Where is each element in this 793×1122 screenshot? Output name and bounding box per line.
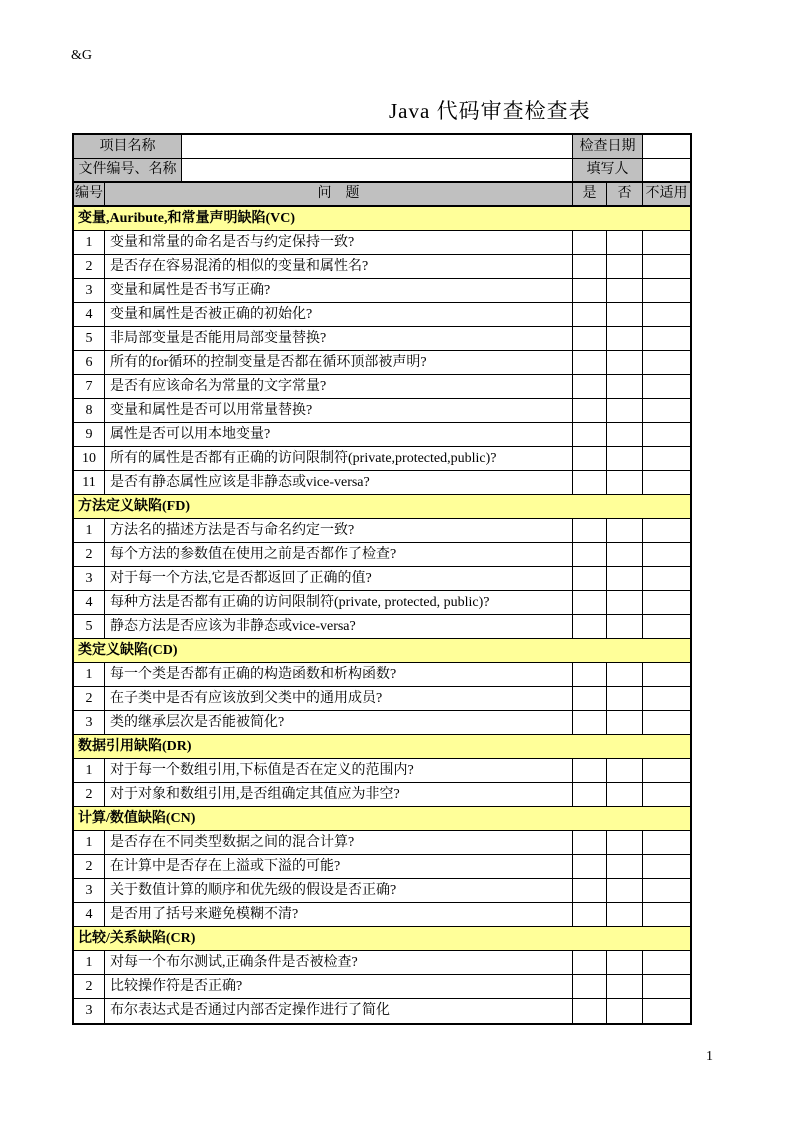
question-row <box>74 855 690 879</box>
answer-na-cell[interactable] <box>643 759 690 782</box>
meta-row-file <box>74 159 690 183</box>
page-number: 1 <box>706 1049 713 1064</box>
question-row <box>74 423 690 447</box>
answer-na-cell[interactable] <box>643 951 690 974</box>
answer-yes-cell[interactable] <box>573 447 607 470</box>
question-text: 对每一个布尔测试,正确条件是否被检查? <box>105 951 573 974</box>
question-row <box>74 471 690 495</box>
question-text: 关于数值计算的顺序和优先级的假设是否正确? <box>105 879 573 902</box>
answer-na-cell[interactable] <box>643 615 690 638</box>
answer-yes-cell[interactable] <box>573 543 607 566</box>
project-name-label: 项目名称 <box>74 135 182 158</box>
question-text: 类的继承层次是否能被简化? <box>105 711 573 734</box>
answer-no-cell[interactable] <box>607 711 643 734</box>
column-header-yes: 是 <box>573 183 607 205</box>
answer-yes-cell[interactable] <box>573 231 607 254</box>
answer-no-cell[interactable] <box>607 231 643 254</box>
answer-yes-cell[interactable] <box>573 351 607 374</box>
answer-na-cell[interactable] <box>643 831 690 854</box>
column-header-question: 问 题 <box>105 183 573 205</box>
filler-value[interactable] <box>643 159 690 181</box>
question-row <box>74 759 690 783</box>
answer-na-cell[interactable] <box>643 303 690 326</box>
question-number: 4 <box>74 903 105 926</box>
answer-yes-cell[interactable] <box>573 615 607 638</box>
answer-no-cell[interactable] <box>607 879 643 902</box>
answer-na-cell[interactable] <box>643 855 690 878</box>
question-text: 是否用了括号来避免模糊不清? <box>105 903 573 926</box>
answer-yes-cell[interactable] <box>573 303 607 326</box>
question-row <box>74 663 690 687</box>
answer-yes-cell[interactable] <box>573 471 607 494</box>
answer-yes-cell[interactable] <box>573 399 607 422</box>
answer-no-cell[interactable] <box>607 855 643 878</box>
question-text: 非局部变量是否能用局部变量替换? <box>105 327 573 350</box>
question-row <box>74 255 690 279</box>
question-row <box>74 879 690 903</box>
question-text: 是否有静态属性应该是非静态或vice-versa? <box>105 471 573 494</box>
question-text: 布尔表达式是否通过内部否定操作进行了简化 <box>105 999 573 1023</box>
section-header-row <box>74 207 690 231</box>
question-number: 3 <box>74 879 105 902</box>
section-title: 方法定义缺陷(FD) <box>74 495 690 518</box>
answer-na-cell[interactable] <box>643 999 690 1023</box>
question-number: 5 <box>74 615 105 638</box>
answer-yes-cell[interactable] <box>573 567 607 590</box>
question-row <box>74 567 690 591</box>
answer-yes-cell[interactable] <box>573 687 607 710</box>
answer-yes-cell[interactable] <box>573 999 607 1023</box>
answer-no-cell[interactable] <box>607 279 643 302</box>
question-row <box>74 615 690 639</box>
column-header-no: 否 <box>607 183 643 205</box>
question-row <box>74 231 690 255</box>
question-text: 每种方法是否都有正确的访问限制符(private, protected, public)? <box>105 591 573 614</box>
answer-na-cell[interactable] <box>643 399 690 422</box>
question-row <box>74 399 690 423</box>
file-number-label: 文件编号、名称 <box>74 159 182 181</box>
filler-label: 填写人 <box>573 159 643 181</box>
answer-yes-cell[interactable] <box>573 903 607 926</box>
file-number-value[interactable] <box>182 159 573 181</box>
answer-no-cell[interactable] <box>607 399 643 422</box>
section-header-row <box>74 735 690 759</box>
question-row <box>74 351 690 375</box>
question-text: 静态方法是否应该为非静态或vice-versa? <box>105 615 573 638</box>
question-number: 2 <box>74 975 105 998</box>
section-header-row <box>74 927 690 951</box>
question-number: 8 <box>74 399 105 422</box>
question-text: 是否存在容易混淆的相似的变量和属性名? <box>105 255 573 278</box>
question-number: 4 <box>74 303 105 326</box>
answer-no-cell[interactable] <box>607 375 643 398</box>
answer-na-cell[interactable] <box>643 327 690 350</box>
answer-no-cell[interactable] <box>607 255 643 278</box>
question-number: 2 <box>74 543 105 566</box>
answer-yes-cell[interactable] <box>573 951 607 974</box>
question-row <box>74 519 690 543</box>
question-text: 变量和属性是否书写正确? <box>105 279 573 302</box>
question-row <box>74 279 690 303</box>
question-number: 1 <box>74 831 105 854</box>
question-row <box>74 711 690 735</box>
question-text: 在计算中是否存在上溢或下溢的可能? <box>105 855 573 878</box>
table-header-row <box>74 183 690 207</box>
section-header-row <box>74 495 690 519</box>
question-number: 4 <box>74 591 105 614</box>
section-title: 比较/关系缺陷(CR) <box>74 927 690 950</box>
question-number: 1 <box>74 759 105 782</box>
answer-na-cell[interactable] <box>643 567 690 590</box>
answer-no-cell[interactable] <box>607 423 643 446</box>
answer-yes-cell[interactable] <box>573 279 607 302</box>
question-number: 5 <box>74 327 105 350</box>
answer-no-cell[interactable] <box>607 471 643 494</box>
question-number: 3 <box>74 999 105 1023</box>
question-text: 在子类中是否有应该放到父类中的通用成员? <box>105 687 573 710</box>
answer-no-cell[interactable] <box>607 543 643 566</box>
header-note: &G <box>71 48 92 63</box>
question-number: 10 <box>74 447 105 470</box>
answer-no-cell[interactable] <box>607 759 643 782</box>
question-text: 所有的for循环的控制变量是否都在循环顶部被声明? <box>105 351 573 374</box>
answer-no-cell[interactable] <box>607 903 643 926</box>
answer-na-cell[interactable] <box>643 351 690 374</box>
answer-no-cell[interactable] <box>607 615 643 638</box>
answer-na-cell[interactable] <box>643 543 690 566</box>
answer-na-cell[interactable] <box>643 903 690 926</box>
answer-yes-cell[interactable] <box>573 375 607 398</box>
answer-na-cell[interactable] <box>643 279 690 302</box>
answer-no-cell[interactable] <box>607 999 643 1023</box>
answer-yes-cell[interactable] <box>573 327 607 350</box>
check-date-label: 检查日期 <box>573 135 643 158</box>
question-number: 1 <box>74 951 105 974</box>
answer-no-cell[interactable] <box>607 783 643 806</box>
question-text: 所有的属性是否都有正确的访问限制符(private,protected,public)? <box>105 447 573 470</box>
question-text: 变量和属性是否可以用常量替换? <box>105 399 573 422</box>
section-title: 计算/数值缺陷(CN) <box>74 807 690 830</box>
question-number: 2 <box>74 687 105 710</box>
question-row <box>74 447 690 471</box>
answer-na-cell[interactable] <box>643 375 690 398</box>
answer-no-cell[interactable] <box>607 663 643 686</box>
answer-no-cell[interactable] <box>607 519 643 542</box>
column-header-na: 不适用 <box>643 183 690 205</box>
question-number: 2 <box>74 255 105 278</box>
question-text: 方法名的描述方法是否与命名约定一致? <box>105 519 573 542</box>
question-row <box>74 951 690 975</box>
answer-na-cell[interactable] <box>643 783 690 806</box>
question-text: 比较操作符是否正确? <box>105 975 573 998</box>
question-row <box>74 999 690 1023</box>
answer-no-cell[interactable] <box>607 951 643 974</box>
question-text: 对于每一个数组引用,下标值是否在定义的范围内? <box>105 759 573 782</box>
question-number: 3 <box>74 711 105 734</box>
answer-yes-cell[interactable] <box>573 591 607 614</box>
question-number: 3 <box>74 567 105 590</box>
answer-na-cell[interactable] <box>643 471 690 494</box>
answer-na-cell[interactable] <box>643 231 690 254</box>
question-text: 对于每一个方法,它是否都返回了正确的值? <box>105 567 573 590</box>
answer-yes-cell[interactable] <box>573 783 607 806</box>
answer-yes-cell[interactable] <box>573 663 607 686</box>
answer-no-cell[interactable] <box>607 351 643 374</box>
question-row <box>74 687 690 711</box>
question-row <box>74 303 690 327</box>
question-text: 是否存在不同类型数据之间的混合计算? <box>105 831 573 854</box>
answer-no-cell[interactable] <box>607 303 643 326</box>
section-header-row <box>74 639 690 663</box>
question-text: 对于对象和数组引用,是否组确定其值应为非空? <box>105 783 573 806</box>
answer-yes-cell[interactable] <box>573 255 607 278</box>
column-header-number: 编号 <box>74 183 105 205</box>
answer-yes-cell[interactable] <box>573 975 607 998</box>
answer-no-cell[interactable] <box>607 447 643 470</box>
question-row <box>74 591 690 615</box>
answer-no-cell[interactable] <box>607 567 643 590</box>
question-text: 每一个类是否都有正确的构造函数和析构函数? <box>105 663 573 686</box>
question-text: 变量和属性是否被正确的初始化? <box>105 303 573 326</box>
answer-yes-cell[interactable] <box>573 423 607 446</box>
answer-yes-cell[interactable] <box>573 879 607 902</box>
question-number: 2 <box>74 783 105 806</box>
answer-na-cell[interactable] <box>643 879 690 902</box>
answer-na-cell[interactable] <box>643 255 690 278</box>
question-number: 11 <box>74 471 105 494</box>
answer-na-cell[interactable] <box>643 519 690 542</box>
question-row <box>74 375 690 399</box>
check-date-value[interactable] <box>643 135 690 158</box>
question-number: 3 <box>74 279 105 302</box>
checklist-table <box>72 133 692 1025</box>
section-header-row <box>74 807 690 831</box>
answer-no-cell[interactable] <box>607 591 643 614</box>
answer-no-cell[interactable] <box>607 687 643 710</box>
question-number: 7 <box>74 375 105 398</box>
answer-yes-cell[interactable] <box>573 855 607 878</box>
answer-na-cell[interactable] <box>643 663 690 686</box>
question-text: 变量和常量的命名是否与约定保持一致? <box>105 231 573 254</box>
answer-na-cell[interactable] <box>643 447 690 470</box>
question-number: 1 <box>74 519 105 542</box>
answer-yes-cell[interactable] <box>573 519 607 542</box>
section-title: 类定义缺陷(CD) <box>74 639 690 662</box>
question-number: 9 <box>74 423 105 446</box>
project-name-value[interactable] <box>182 135 573 158</box>
question-row <box>74 903 690 927</box>
answer-na-cell[interactable] <box>643 591 690 614</box>
answer-yes-cell[interactable] <box>573 711 607 734</box>
question-number: 6 <box>74 351 105 374</box>
answer-na-cell[interactable] <box>643 975 690 998</box>
answer-yes-cell[interactable] <box>573 831 607 854</box>
question-number: 2 <box>74 855 105 878</box>
question-text: 每个方法的参数值在使用之前是否都作了检查? <box>105 543 573 566</box>
question-row <box>74 831 690 855</box>
question-row <box>74 327 690 351</box>
answer-no-cell[interactable] <box>607 831 643 854</box>
section-title: 变量,Auribute,和常量声明缺陷(VC) <box>74 207 690 230</box>
answer-no-cell[interactable] <box>607 975 643 998</box>
answer-na-cell[interactable] <box>643 687 690 710</box>
section-title: 数据引用缺陷(DR) <box>74 735 690 758</box>
question-row <box>74 975 690 999</box>
answer-na-cell[interactable] <box>643 711 690 734</box>
question-number: 1 <box>74 231 105 254</box>
question-text: 属性是否可以用本地变量? <box>105 423 573 446</box>
question-text: 是否有应该命名为常量的文字常量? <box>105 375 573 398</box>
meta-row-project <box>74 135 690 159</box>
question-row <box>74 783 690 807</box>
question-number: 1 <box>74 663 105 686</box>
answer-na-cell[interactable] <box>643 423 690 446</box>
page-title: Java 代码审查检查表 <box>389 99 591 123</box>
question-row <box>74 543 690 567</box>
answer-no-cell[interactable] <box>607 327 643 350</box>
answer-yes-cell[interactable] <box>573 759 607 782</box>
